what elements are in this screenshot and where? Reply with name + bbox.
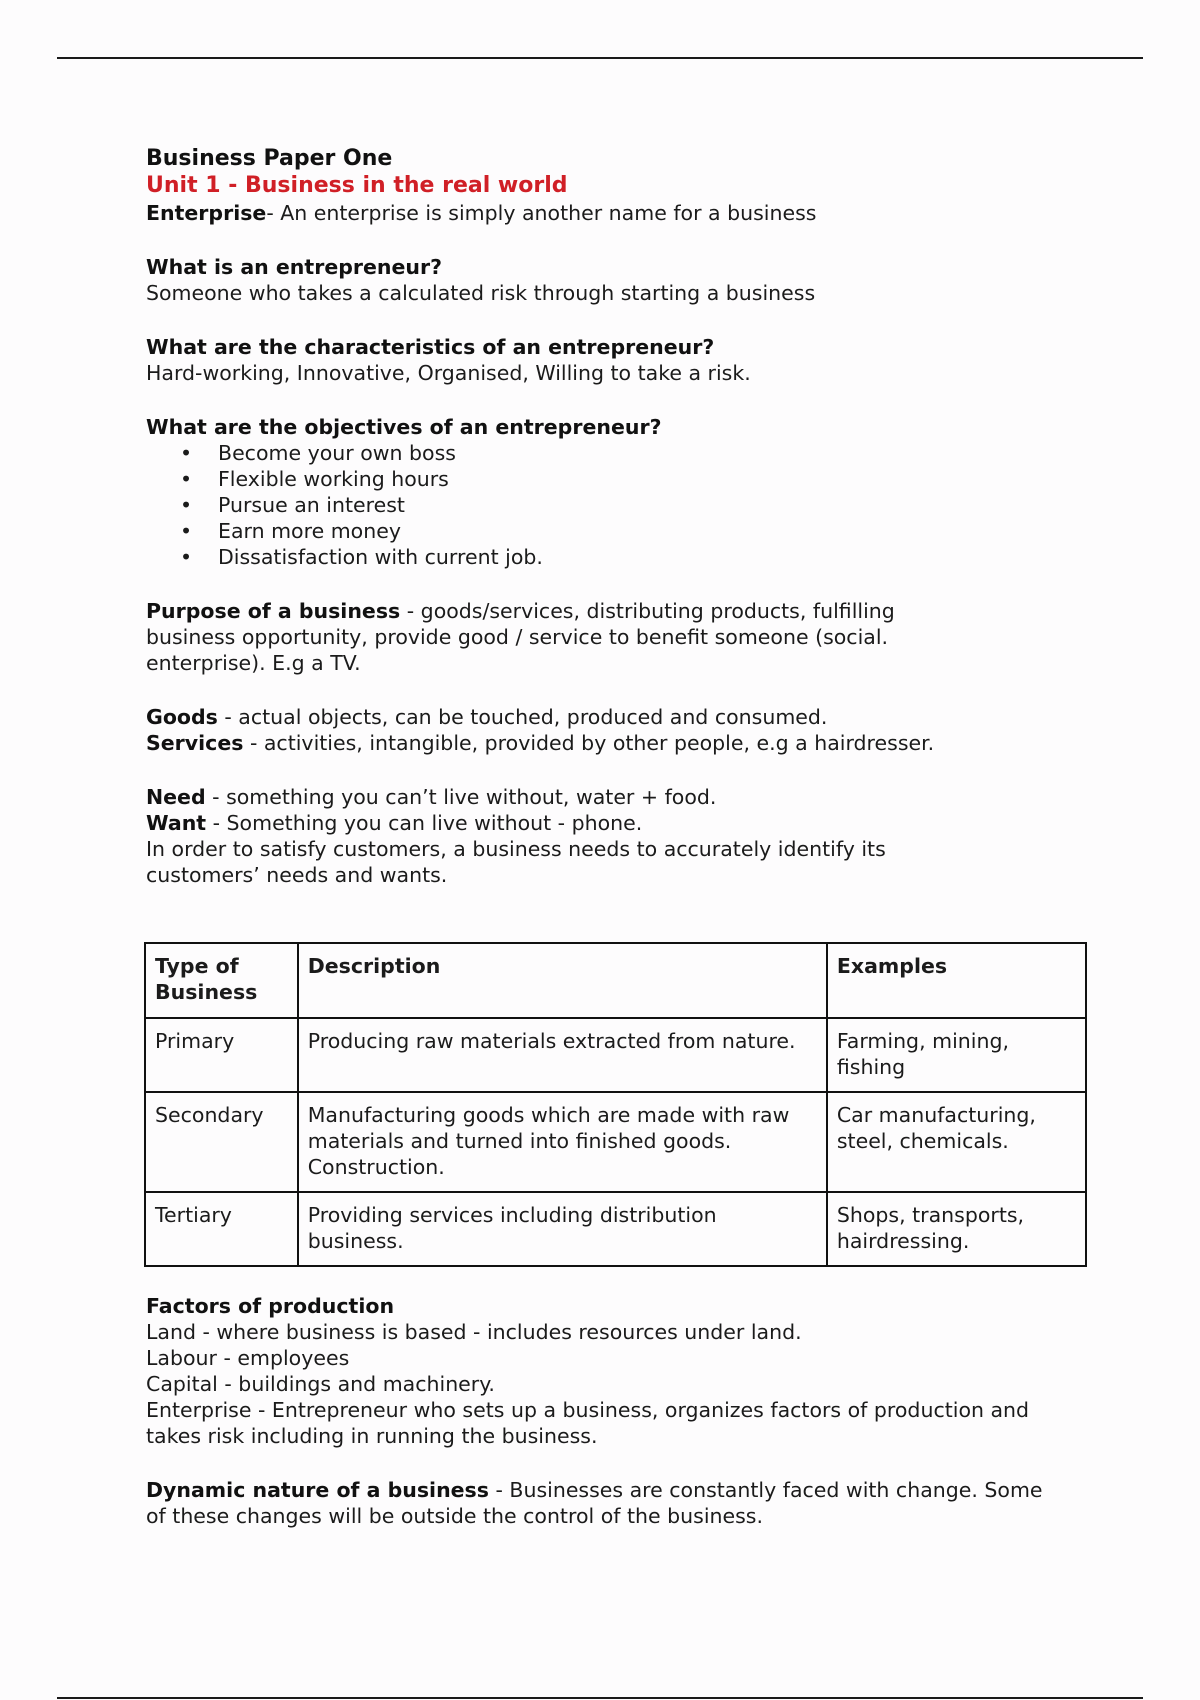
factor-capital: Capital - buildings and machinery. xyxy=(146,1372,495,1396)
characteristics-answer: Hard-working, Innovative, Organised, Willing to take a risk. xyxy=(146,361,751,385)
cell-description: Providing services including distribution business. xyxy=(298,1192,827,1266)
objectives-question xyxy=(146,414,1106,440)
cell-description: Manufacturing goods which are made with raw materials and turned into finished goods. Construction. xyxy=(298,1092,827,1192)
entrepreneur-answer: Someone who takes a calculated risk through starting a business xyxy=(146,281,816,305)
header-type: Type of Business xyxy=(145,943,298,1018)
objectives-question-text: What are the objectives of an entrepreneur? xyxy=(146,415,662,439)
list-item: • Pursue an interest xyxy=(146,492,1106,518)
table-header-row xyxy=(145,943,1086,1018)
header-rule xyxy=(57,57,1143,59)
footer-rule xyxy=(57,1697,1143,1699)
objectives-list xyxy=(146,440,1106,570)
cell-type: Secondary xyxy=(145,1092,298,1192)
want-term: Want xyxy=(146,811,207,835)
business-types-table xyxy=(144,942,1087,1267)
entrepreneur-question xyxy=(146,254,1106,280)
want-definition xyxy=(146,810,1106,836)
goods-term: Goods xyxy=(146,705,218,729)
need-term: Need xyxy=(146,785,206,809)
want-text: - Something you can live without - phone. xyxy=(206,811,643,835)
document-body xyxy=(146,146,1106,1529)
factors-heading-text: Factors of production xyxy=(146,1294,395,1318)
cell-type: Primary xyxy=(145,1018,298,1092)
services-definition xyxy=(146,730,1106,756)
unit-heading: Unit 1 - Business in the real world xyxy=(146,173,568,198)
services-term: Services xyxy=(146,731,244,755)
characteristics-question xyxy=(146,334,1106,360)
enterprise-text: - An enterprise is simply another name for a business xyxy=(266,201,817,225)
purpose-paragraph xyxy=(146,598,966,676)
need-text: - something you can’t live without, water + food. xyxy=(205,785,717,809)
header-description: Description xyxy=(298,943,827,1018)
need-definition xyxy=(146,784,1106,810)
table-row xyxy=(145,1192,1086,1266)
enterprise-term: Enterprise xyxy=(146,201,267,225)
cell-description: Producing raw materials extracted from nature. xyxy=(298,1018,827,1092)
factors-heading xyxy=(146,1293,1106,1319)
factor-labour: Labour - employees xyxy=(146,1346,350,1370)
goods-text: - actual objects, can be touched, produced and consumed. xyxy=(217,705,828,729)
factor-land: Land - where business is based - includes resources under land. xyxy=(146,1320,802,1344)
purpose-text: - goods/services, distributing products, fulfilling business opportunity, provide good / service to benefit someone (social. enterprise). E.g a TV. xyxy=(146,599,895,675)
entrepreneur-question-text: What is an entrepreneur? xyxy=(146,255,442,279)
document-title: Business Paper One xyxy=(146,146,393,171)
list-item: • Flexible working hours xyxy=(146,466,1106,492)
table-row xyxy=(145,1018,1086,1092)
dynamic-nature-paragraph xyxy=(146,1477,1066,1529)
list-item: • Become your own boss xyxy=(146,440,1106,466)
goods-definition xyxy=(146,704,1106,730)
header-examples: Examples xyxy=(827,943,1086,1018)
enterprise-definition xyxy=(146,200,1106,226)
list-item: • Earn more money xyxy=(146,518,1106,544)
cell-examples: Shops, transports, hairdressing. xyxy=(827,1192,1086,1266)
cell-examples: Farming, mining, fishing xyxy=(827,1018,1086,1092)
needs-wants-note: In order to satisfy customers, a business needs to accurately identify its customers’ needs and wants. xyxy=(146,837,886,887)
table-row xyxy=(145,1092,1086,1192)
list-item: • Dissatisfaction with current job. xyxy=(146,544,1106,570)
cell-examples: Car manufacturing, steel, chemicals. xyxy=(827,1092,1086,1192)
services-text: - activities, intangible, provided by other people, e.g a hairdresser. xyxy=(243,731,935,755)
factor-enterprise: Enterprise - Entrepreneur who sets up a business, organizes factors of production and takes risk including in running the business. xyxy=(146,1398,1030,1448)
dynamic-nature-term: Dynamic nature of a business xyxy=(146,1478,489,1502)
purpose-term: Purpose of a business xyxy=(146,599,401,623)
characteristics-question-text: What are the characteristics of an entrepreneur? xyxy=(146,335,715,359)
dynamic-nature-text: - Businesses are constantly faced with change. Some of these changes will be outside the control of the business. xyxy=(146,1478,1043,1528)
cell-type: Tertiary xyxy=(145,1192,298,1266)
